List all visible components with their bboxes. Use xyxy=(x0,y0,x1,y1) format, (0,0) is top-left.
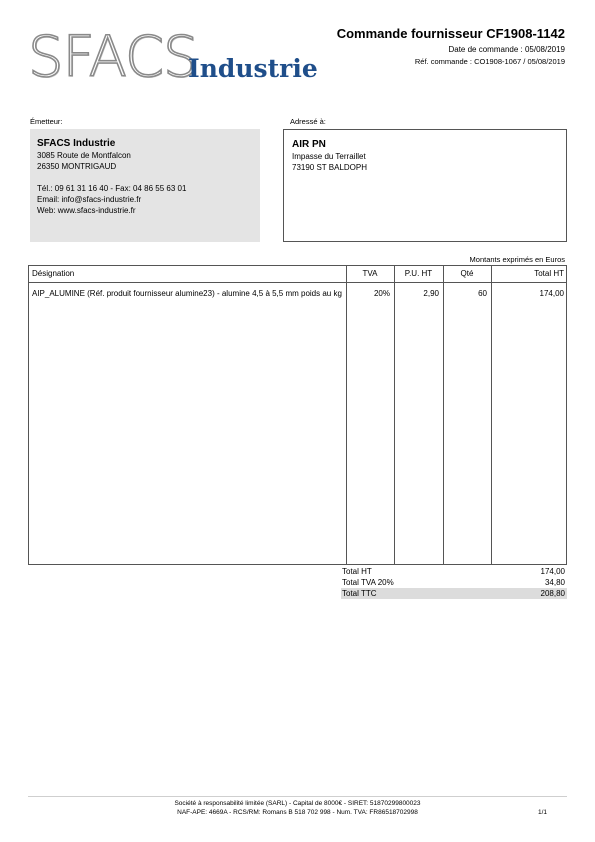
order-reference: Réf. commande : CO1908-1067 / 05/08/2019 xyxy=(414,57,565,66)
company-logo xyxy=(28,25,318,90)
total-tva-row xyxy=(341,577,567,588)
total-ht-label: Total HT xyxy=(342,567,372,576)
order-date: Date de commande : 05/08/2019 xyxy=(448,45,565,54)
totals-block xyxy=(341,566,567,599)
document-title: Commande fournisseur CF1908-1142 xyxy=(336,26,565,41)
header-pu-ht: P.U. HT xyxy=(404,269,433,278)
header-designation: Désignation xyxy=(32,269,75,278)
header-total-ht: Total HT xyxy=(534,269,564,278)
emetteur-name: SFACS Industrie xyxy=(37,138,116,149)
row-total-ht: 174,00 xyxy=(539,289,564,298)
emetteur-address2: 26350 MONTRIGAUD xyxy=(37,162,117,171)
total-ht-row xyxy=(341,566,567,577)
column-divider xyxy=(394,266,395,564)
total-ht-value: 174,00 xyxy=(540,567,565,576)
total-ttc-value: 208,80 xyxy=(540,589,565,598)
emetteur-label: Émetteur: xyxy=(30,117,63,126)
logo-sfacs-text: SFACS xyxy=(28,25,198,90)
row-qte: 60 xyxy=(478,289,487,298)
page-number: 1/1 xyxy=(537,809,547,816)
footer-legal-line2: NAF-APE: 4669A - RCS/RM: Romans B 518 702 998 - Num. TVA: FR86518702998 xyxy=(177,809,418,816)
header-tva: TVA xyxy=(362,269,378,278)
column-divider xyxy=(346,266,347,564)
destinataire-box xyxy=(283,129,567,242)
total-tva-label: Total TVA 20% xyxy=(342,578,394,587)
footer-legal-line1: Société à responsabilité limitée (SARL) - Capital de 8000€ - SIRET: 51870299800023 xyxy=(174,800,421,807)
row-tva: 20% xyxy=(373,289,390,298)
total-tva-value: 34,80 xyxy=(544,578,565,587)
currency-note: Montants exprimés en Euros xyxy=(469,255,565,264)
destinataire-address1: Impasse du Terraillet xyxy=(292,152,366,161)
total-ttc-row xyxy=(341,588,567,599)
column-divider xyxy=(491,266,492,564)
destinataire-name: AIR PN xyxy=(292,139,326,150)
total-ttc-label: Total TTC xyxy=(342,589,377,598)
header-qte: Qté xyxy=(460,269,474,278)
row-designation: AIP_ALUMINE (Réf. produit fournisseur alumine23) - alumine 4,5 à 5,5 mm poids au kg xyxy=(32,289,342,298)
adresse-label: Adressé à: xyxy=(290,117,326,126)
emetteur-box xyxy=(30,129,260,242)
emetteur-email: Email: info@sfacs-industrie.fr xyxy=(37,195,142,204)
destinataire-address2: 73190 ST BALDOPH xyxy=(292,163,368,172)
logo-industrie-text: Industrie xyxy=(188,54,318,83)
footer-divider xyxy=(28,796,567,797)
column-divider xyxy=(443,266,444,564)
emetteur-web: Web: www.sfacs-industrie.fr xyxy=(37,206,136,215)
emetteur-address1: 3085 Route de Montfalcon xyxy=(37,151,131,160)
row-pu-ht: 2,90 xyxy=(423,289,439,298)
order-lines-table xyxy=(28,265,567,565)
emetteur-phone: Tél.: 09 61 31 16 40 - Fax: 04 86 55 63 01 xyxy=(37,184,187,193)
